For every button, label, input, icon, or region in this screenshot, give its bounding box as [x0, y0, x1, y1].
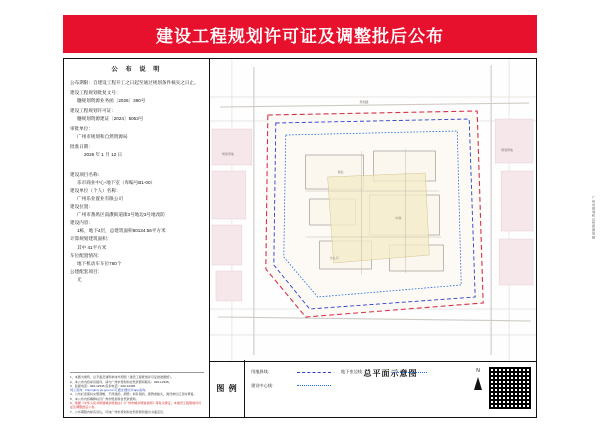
approver-value: 广州市规划和自然资源局 [77, 134, 128, 140]
footnote-3: 3、监督电话：020-12345 投诉电话：020-12345 [70, 383, 136, 388]
publication-period: 公布期限：自建设工程开工之日起至通过规划条件核实之日止。 [70, 79, 199, 85]
compass-icon [470, 368, 486, 404]
legend-item-basement-label: 地下室边线： [341, 369, 367, 374]
approval-doc-label: 建设工程规划批复文号： [70, 89, 121, 95]
page-title-banner [63, 15, 537, 53]
footnote-website[interactable]: 网上查询：http://ghzy.gz.gov.cn/,可通过'穗好办'app查询。 [70, 388, 149, 393]
legend-item-centerline-label: 建设中心线： [251, 382, 277, 388]
footnote-7: 7、公布期限内如有异议，可向广州市规划和自然资源局提出书面意见。 [70, 409, 167, 414]
legend-item-basement [341, 370, 427, 375]
legend-swatch-boundary [297, 372, 331, 373]
permit-label: 建设工程规划许可证： [70, 107, 116, 113]
project-name-label: 建设项目名称： [70, 171, 103, 177]
footnote-4: 4、公布栏需保持完整清晰，不得遮挡、损毁；如有遮挡、损毁或缺失，建设单位应及时修复。 [70, 392, 197, 397]
approver-label: 审批单位： [70, 126, 93, 132]
notice-section-title: 公 布 说 明 [111, 66, 163, 73]
side-issuer-note: 广州市规划和自然资源局制 [591, 196, 595, 240]
legend-title: 图 例 [210, 360, 245, 417]
qr-code-icon[interactable] [488, 366, 532, 410]
legend-swatch-centerline [297, 385, 331, 386]
site-plan-drawing [210, 59, 536, 361]
legend-content [245, 360, 536, 417]
location-label: 建设位置： [70, 204, 93, 210]
legend-item-boundary-label: 用地界线： [251, 369, 272, 374]
svg-text:规划用地: 规划用地 [221, 151, 234, 157]
legend-bar [210, 360, 536, 417]
footnote-2: 2、本公布内容如有疑问，请与广州市规划和自然资源局联系：020-12345。 [70, 379, 172, 384]
approval-date-label: 批准日期： [70, 144, 93, 150]
approval-doc-value: 穗规划资源业务函〔2026〕390号 [77, 97, 146, 103]
public-facility-value: 无 [77, 277, 82, 283]
legend-item-centerline [251, 384, 331, 389]
content-label: 建设内容： [70, 220, 93, 226]
svg-text:商业: 商业 [337, 169, 344, 175]
legend-column-1 [251, 370, 331, 397]
legend-item-boundary [251, 370, 331, 375]
legend-column-2 [341, 370, 427, 384]
legend-swatch-basement [393, 372, 427, 373]
footnotes [70, 372, 204, 414]
permit-value: 穗规划资源建证〔2024〕5053号 [77, 116, 144, 122]
site-plan-column [210, 59, 536, 417]
plan-title: 总平面示意图 [363, 369, 418, 378]
notice-text-column [64, 59, 210, 417]
compass-arrow [474, 377, 482, 390]
owner-value: 广州乐业置业有限公司 [77, 195, 123, 201]
svg-text:中庭: 中庭 [395, 215, 402, 221]
parking-label: 车位配置情况： [70, 252, 103, 258]
site-plan-map[interactable] [210, 59, 536, 362]
public-facility-label: 公建配套项目： [70, 268, 103, 274]
approval-date-value: 2026 年 1 月 12 日 [84, 152, 123, 158]
svg-text:规划路: 规划路 [359, 99, 369, 105]
location-value: 广州市番禺区南漖街道街3号地边3号地改防 [77, 212, 165, 218]
compass-north-label: N [476, 368, 480, 374]
floor-area-label: 计算规划建筑面积： [70, 236, 112, 242]
footnote-5: 5、本公布内容解释权归广州市规划和自然资源局。 [70, 396, 139, 401]
footnote-6: 6、依据《中华人民共和国城乡规划法》《广州市城乡规划条例》等有关规定，本建设工程规划许可证及调整批后公布。 [70, 401, 202, 410]
floor-area-value: 其中 41平方米 [77, 244, 107, 250]
footnote-1: 1、本图为建筑、总平面及建筑单体外形图（建设工程规划许可证批准图纸）。 [70, 375, 174, 380]
content-frame [63, 58, 537, 418]
page-title: 建设工程规划许可证及调整批后公布 [156, 26, 444, 46]
svg-text:出入口: 出入口 [329, 255, 339, 261]
parking-value: 地下机动车车位760个 [77, 260, 122, 266]
project-name-value: 乐市商业中心-地下室（库编号B1-00） [77, 179, 156, 185]
svg-text:规划用地: 规划用地 [501, 147, 514, 153]
content-value: 1栋，地下4层，总建筑面积80134.56平方米 [77, 228, 166, 234]
owner-label: 建设单位（个人）名称： [70, 187, 121, 193]
